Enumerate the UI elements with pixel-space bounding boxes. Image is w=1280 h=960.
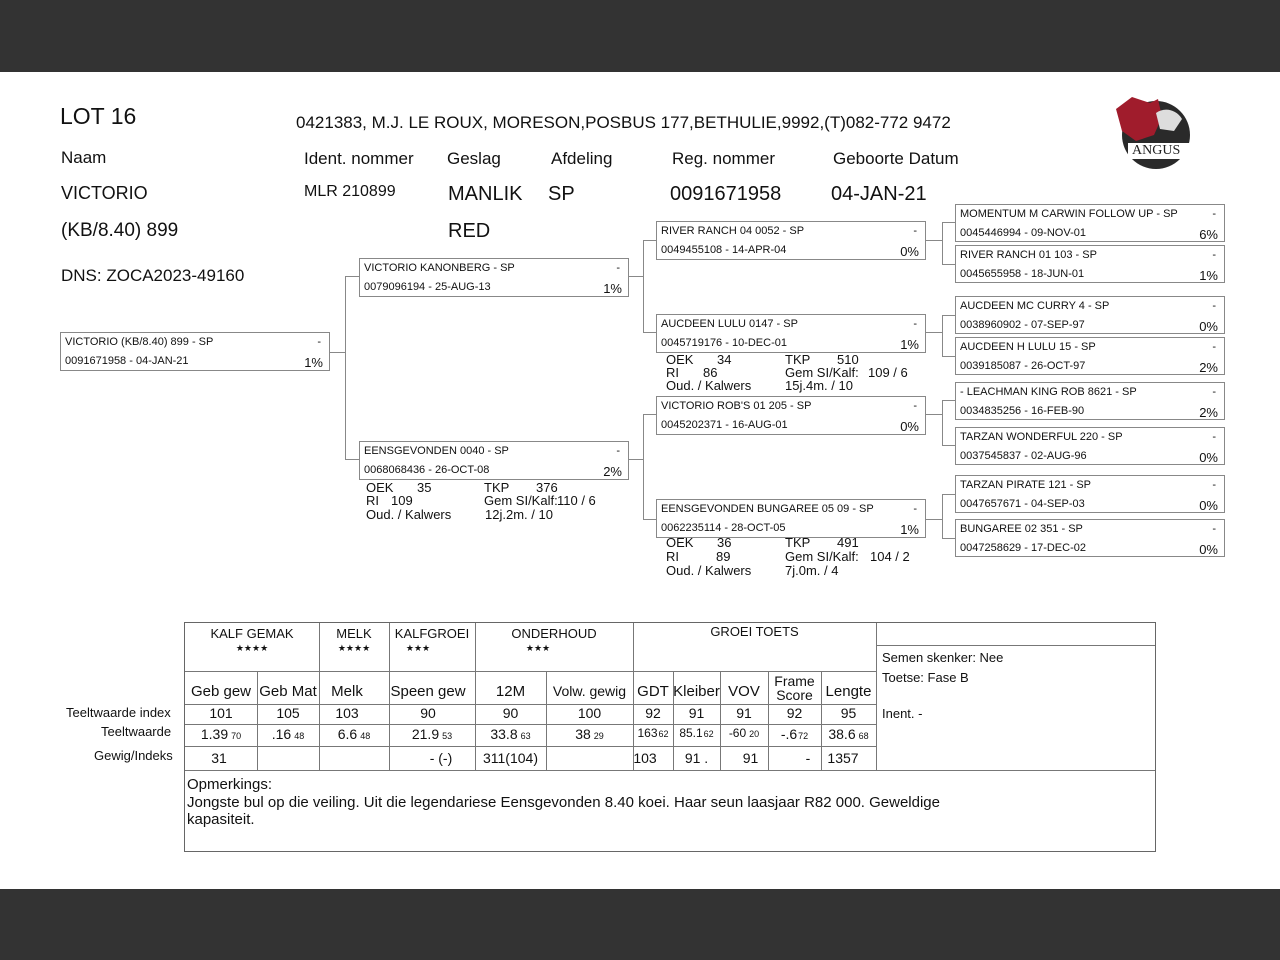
angus-logo (1112, 95, 1196, 171)
stars-melk: ★★★★ (337, 643, 371, 653)
tw-accuracy: 72 (798, 731, 809, 741)
tw-cell (475, 726, 546, 742)
dash: - (1212, 300, 1216, 312)
stat-value: 491 (837, 535, 859, 550)
inbreeding-pct: 1% (900, 522, 919, 537)
inbreeding-pct: 2% (1199, 405, 1218, 420)
tw-accuracy: 48 (360, 731, 371, 741)
reg-date: 0037545837 - 02-AUG-96 (960, 450, 1087, 462)
inbreeding-pct: 0% (1199, 319, 1218, 334)
connector (643, 519, 657, 520)
stat-label: Oud. / Kalwers (666, 563, 752, 578)
tw-cell (633, 726, 673, 740)
reg-date: 0091671958 - 04-JAN-21 (65, 355, 189, 367)
animal-name: EENSGEVONDEN BUNGAREE 05 09 - SP (661, 503, 874, 515)
tw-accuracy: 70 (231, 731, 242, 741)
stars-onderhoud: ★★★ (525, 643, 551, 653)
connector (926, 332, 942, 333)
stat-label: Gem SI/Kalf: (785, 549, 859, 564)
dns-number: DNS: ZOCA2023-49160 (61, 266, 245, 285)
inbreeding-pct: 0% (1199, 542, 1218, 557)
connector (942, 315, 943, 356)
table-rule (185, 770, 1155, 771)
label-afdeling: Afdeling (551, 149, 613, 168)
stat-value: 7j.0m. / 4 (785, 563, 839, 578)
animal-name: MOMENTUM M CARWIN FOLLOW UP - SP (960, 208, 1178, 220)
table-rule (185, 724, 876, 725)
lot-number: LOT 16 (60, 103, 137, 129)
index-value: 92 (645, 705, 661, 721)
tw-cell (673, 726, 720, 740)
animal-name: VICTORIO (61, 183, 148, 203)
tw-cell (319, 726, 389, 742)
pedigree-gg-2 (955, 245, 1225, 283)
index-value: 101 (209, 705, 233, 721)
label-geboorte: Geboorte Datum (833, 149, 959, 168)
col-gdt: GDT (637, 683, 669, 700)
dash: - (913, 503, 917, 515)
animal-name: AUCDEEN LULU 0147 - SP (661, 318, 798, 330)
reg-date: 0045446994 - 09-NOV-01 (960, 227, 1086, 239)
tw-value: -60 (728, 726, 747, 740)
stat-value: 35 (417, 480, 432, 495)
remarks-text: Jongste bul op die veiling. Uit die legendariese Eensgevonden 8.40 koei. Haar seun laasjaar R82 000. Geweldige (187, 794, 940, 811)
connector (345, 276, 346, 459)
tw-cell (768, 726, 821, 742)
group-kalfgroei: KALFGROEI (394, 626, 470, 641)
inbreeding-pct: 2% (1199, 360, 1218, 375)
animal-name: TARZAN PIRATE 121 - SP (960, 479, 1092, 491)
pedigree-dam-sire (656, 396, 926, 435)
stat-label: Oud. / Kalwers (366, 507, 452, 522)
tw-value: 85.1 (679, 726, 703, 740)
stat-label: OEK (366, 480, 394, 495)
animal-name: AUCDEEN H LULU 15 - SP (960, 341, 1096, 353)
row-label-gewig: Gewig/Indeks (94, 748, 173, 763)
dash: - (1212, 249, 1216, 261)
col-speen-gew: Speen gew (390, 683, 466, 700)
pedigree-gg-6 (955, 427, 1225, 465)
animal-birth: 04-JAN-21 (831, 183, 927, 205)
pedigree-gg-5 (955, 382, 1225, 420)
animal-name: TARZAN WONDERFUL 220 - SP (960, 431, 1123, 443)
animal-name: RIVER RANCH 04 0052 - SP (661, 225, 805, 237)
stat-value: 110 / 6 (557, 493, 596, 508)
pedigree-sire-dam (656, 314, 926, 353)
pedigree-self (60, 332, 330, 371)
stat-label: OEK (666, 535, 694, 550)
inbreeding-pct: 1% (603, 281, 622, 296)
dash: - (317, 336, 321, 348)
connector (926, 414, 942, 415)
gewig-value: 103 (633, 750, 657, 766)
dash: - (1212, 523, 1216, 535)
index-value: 91 (688, 705, 705, 721)
index-value: 90 (420, 705, 436, 721)
stat-label: TKP (785, 352, 811, 367)
breeder-info: 0421383, M.J. LE ROUX, MORESON,POSBUS 177,BETHULIE,9992,(T)082-772 9472 (296, 113, 951, 132)
gewig-value: 311(104) (482, 750, 538, 766)
connector (942, 222, 956, 223)
connector (942, 538, 956, 539)
gewig-value: - (805, 750, 811, 766)
col-melk: Melk (331, 683, 363, 700)
reg-date: 0062235114 - 28-OCT-05 (661, 522, 786, 534)
stat-value: 109 (391, 493, 413, 508)
connector (942, 445, 956, 446)
pedigree-gg-7 (955, 475, 1225, 513)
inbreeding-pct: 1% (900, 337, 919, 352)
connector (643, 414, 657, 415)
inbreeding-pct: 0% (900, 244, 919, 259)
tw-value: 163 (637, 726, 658, 740)
gewig-value: 31 (211, 750, 227, 766)
connector (329, 352, 345, 353)
reg-date: 0038960902 - 07-SEP-97 (960, 319, 1085, 331)
animal-name: - LEACHMAN KING ROB 8621 - SP (960, 386, 1137, 398)
pedigree-dam-dam (656, 499, 926, 538)
index-value: 90 (502, 705, 519, 721)
reg-date: 0034835256 - 16-FEB-90 (960, 405, 1085, 417)
gewig-value: 91 (742, 750, 759, 766)
connector (942, 315, 956, 316)
dash: - (1212, 431, 1216, 443)
index-value: 103 (335, 705, 359, 721)
label-naam: Naam (61, 148, 107, 167)
tw-accuracy: 29 (593, 731, 604, 741)
pedigree-sire-sire (656, 221, 926, 260)
col-geb-gew: Geb gew (190, 683, 252, 700)
stat-value: 34 (717, 352, 732, 367)
stat-label: RI (666, 365, 679, 380)
stat-value: 104 / 2 (870, 549, 910, 564)
pedigree-gg-3 (955, 296, 1225, 334)
index-value: 92 (786, 705, 803, 721)
inbreeding-pct: 0% (1199, 498, 1218, 513)
col-geb-mat: Geb Mat (259, 683, 317, 700)
connector (629, 276, 643, 277)
stars-kalfgroei: ★★★ (405, 643, 431, 653)
animal-name: VICTORIO (KB/8.40) 899 - SP (65, 336, 214, 348)
col-vov: VOV (728, 683, 760, 700)
tw-accuracy: 63 (520, 731, 531, 741)
connector (942, 494, 956, 495)
stat-value: 86 (703, 365, 718, 380)
stat-value: 89 (716, 549, 731, 564)
dash: - (1212, 386, 1216, 398)
table-rule (876, 623, 877, 770)
connector (643, 414, 644, 519)
pedigree-dam (359, 441, 629, 480)
group-melk: MELK (336, 626, 372, 641)
table-rule (185, 746, 876, 747)
connector (942, 222, 943, 264)
tw-accuracy: 53 (442, 731, 453, 741)
pedigree-gg-4 (955, 337, 1225, 375)
inbreeding-pct: 0% (900, 419, 919, 434)
label-geslag: Geslag (447, 149, 501, 168)
stat-value: 376 (536, 480, 558, 495)
dash: - (913, 400, 917, 412)
reg-date: 0045655958 - 18-JUN-01 (960, 268, 1085, 280)
group-groei-toets: GROEI TOETS (710, 624, 799, 639)
tw-cell (389, 726, 475, 742)
connector (643, 240, 644, 332)
col-volw-gewig: Volw. gewig (552, 683, 627, 699)
remarks-label: Opmerkings: (187, 776, 273, 793)
connector (942, 400, 956, 401)
inbreeding-pct: 1% (304, 355, 323, 370)
gewig-value: 1357 (827, 750, 859, 766)
animal-sex: MANLIK (448, 183, 523, 205)
dash: - (616, 262, 620, 274)
reg-date: 0079096194 - 25-AUG-13 (364, 281, 491, 293)
connector (345, 276, 359, 277)
label-ident: Ident. nommer (304, 149, 414, 168)
tw-value: 6.6 (337, 726, 358, 742)
connector (942, 264, 956, 265)
inoculation: Inent. - (882, 706, 923, 721)
tw-value: 38 (575, 726, 591, 742)
tw-accuracy: 48 (294, 731, 305, 741)
stat-label: TKP (484, 480, 510, 495)
group-kalf-gemak: KALF GEMAK (210, 626, 294, 641)
connector (345, 459, 359, 460)
label-reg: Reg. nommer (672, 149, 775, 168)
remarks-text-2: kapasiteit. (187, 811, 255, 828)
connector (942, 356, 956, 357)
animal-name: VICTORIO KANONBERG - SP (364, 262, 515, 274)
tw-cell (257, 726, 319, 742)
index-value: 91 (736, 705, 752, 721)
reg-date: 0047258629 - 17-DEC-02 (960, 542, 1086, 554)
animal-section: SP (548, 183, 575, 205)
col-frame-score: Frame Score (774, 673, 815, 703)
gewig-value: 91 . (684, 750, 709, 766)
tw-value: .16 (271, 726, 292, 742)
inbreeding-pct: 0% (1199, 450, 1218, 465)
connector (942, 400, 943, 445)
inbreeding-pct: 1% (1199, 268, 1218, 283)
tw-cell (720, 726, 768, 740)
stat-label: Gem SI/Kalf: (785, 365, 859, 380)
animal-name: RIVER RANCH 01 103 - SP (960, 249, 1097, 261)
col-lengte: Lengte (825, 683, 872, 700)
stat-value: 15j.4m. / 10 (785, 378, 853, 393)
index-value: 105 (276, 705, 300, 721)
stat-value: 12j.2m. / 10 (485, 507, 553, 522)
index-value: 95 (840, 705, 857, 721)
tw-value: 38.6 (828, 726, 856, 742)
stat-label: OEK (666, 352, 694, 367)
stat-label: Oud. / Kalwers (666, 378, 752, 393)
animal-name: BUNGAREE 02 351 - SP (960, 523, 1083, 535)
group-onderhoud: ONDERHOUD (511, 626, 597, 641)
top-bar (0, 0, 1280, 72)
table-rule (876, 645, 1155, 646)
stat-value: 36 (717, 535, 732, 550)
col-12m: 12M (495, 683, 526, 700)
reg-date: 0045719176 - 10-DEC-01 (661, 337, 787, 349)
dash: - (1212, 341, 1216, 353)
animal-name: VICTORIO ROB'S 01 205 - SP (661, 400, 812, 412)
row-label-tw: Teeltwaarde (101, 724, 172, 739)
reg-date: 0045202371 - 16-AUG-01 (661, 419, 788, 431)
table-rule (185, 671, 876, 672)
stat-label: TKP (785, 535, 811, 550)
logo-text: ANGUS (1132, 143, 1181, 158)
inbreeding-pct: 2% (603, 464, 622, 479)
dash: - (1212, 208, 1216, 220)
bottom-bar (0, 889, 1280, 960)
dash: - (913, 318, 917, 330)
pedigree-gg-8 (955, 519, 1225, 557)
semen-donor: Semen skenker: Nee (882, 650, 1004, 665)
tw-cell (546, 726, 633, 742)
tw-accuracy: 20 (749, 729, 760, 739)
connector (643, 332, 657, 333)
genetics-table (184, 622, 1156, 852)
tw-accuracy: 68 (858, 731, 869, 741)
inbreeding-pct: 6% (1199, 227, 1218, 242)
stat-label: Gem SI/Kalf: (484, 493, 558, 508)
animal-ident: MLR 210899 (304, 183, 396, 200)
animal-name: EENSGEVONDEN 0040 - SP (364, 445, 509, 457)
animal-colour: RED (448, 220, 491, 242)
dash: - (913, 225, 917, 237)
stat-label: RI (366, 493, 379, 508)
connector (926, 519, 942, 520)
tw-value: 33.8 (490, 726, 518, 742)
dash: - (1212, 479, 1216, 491)
stat-value: 510 (837, 352, 859, 367)
connector (643, 240, 657, 241)
pedigree-sire (359, 258, 629, 297)
reg-date: 0039185087 - 26-OCT-97 (960, 360, 1086, 372)
tests: Toetse: Fase B (882, 670, 969, 685)
reg-date: 0047657671 - 04-SEP-03 (960, 498, 1085, 510)
animal-name: AUCDEEN MC CURRY 4 - SP (960, 300, 1110, 312)
stat-value: 109 / 6 (868, 365, 908, 380)
tw-cell (185, 726, 257, 742)
reg-date: 0049455108 - 14-APR-04 (661, 244, 787, 256)
animal-reg: 0091671958 (670, 183, 782, 205)
pedigree-gg-1 (955, 204, 1225, 242)
stat-label: RI (666, 549, 679, 564)
tw-cell (821, 726, 876, 742)
gewig-value: - (-) (429, 750, 453, 766)
tw-value: -.6 (780, 726, 798, 742)
row-label-index: Teeltwaarde index (66, 705, 171, 720)
col-kleiber: Kleiber (673, 683, 720, 700)
tw-value: 21.9 (411, 726, 440, 742)
connector (629, 459, 643, 460)
reg-date: 0068068436 - 26-OCT-08 (364, 464, 490, 476)
tw-accuracy: 62 (658, 729, 669, 739)
stars-kalf-gemak: ★★★★ (235, 643, 269, 653)
tw-accuracy: 62 (703, 729, 714, 739)
animal-name-2: (KB/8.40) 899 (61, 220, 179, 241)
index-value: 100 (577, 705, 602, 721)
dash: - (616, 445, 620, 457)
connector (942, 494, 943, 538)
connector (926, 240, 942, 241)
tw-value: 1.39 (200, 726, 229, 742)
